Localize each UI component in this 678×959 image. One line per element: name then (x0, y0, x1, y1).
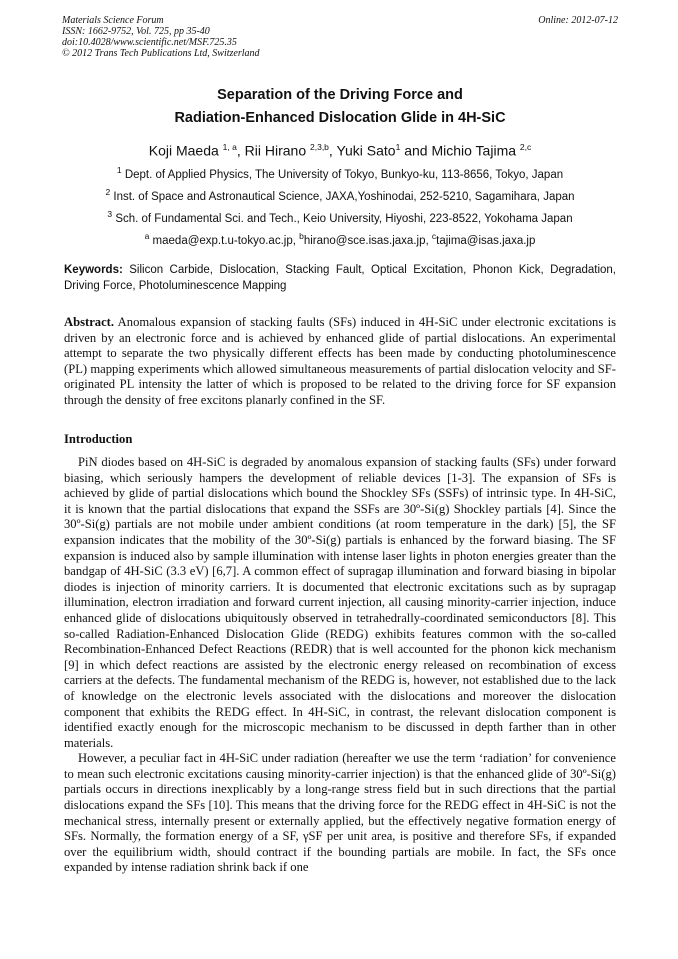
author-name: Michio Tajima (431, 142, 517, 159)
affiliation-text: Sch. of Fundamental Sci. and Tech., Keio University, Hiyoshi, 223-8522, Yokohama Japan (115, 212, 573, 225)
keywords (64, 263, 616, 294)
affiliation-2 (62, 185, 618, 204)
email-c[interactable]: tajima@isas.jaxa.jp (436, 234, 536, 247)
journal-header (62, 15, 618, 59)
affiliation-text: Inst. of Space and Astronautical Science, JAXA,Yoshinodai, 252-5210, Sagamihara, Japan (113, 190, 575, 203)
email-b[interactable]: hirano@sce.isas.jaxa.jp, (303, 234, 429, 247)
paragraph: PiN diodes based on 4H-SiC is degraded by anomalous expansion of stacking faults (SFs) under forward biasing, which seriously hampers the development of reliable devices [1-3]. The expansion of SFs is achieved by glide of partial dislocations which bound the Shockley SFs (SSFs) of intrinsic type. In 4H-SiC, it is known that the partial dislocations that expand the SSFs are 30º-Si(g) Shockley partials [4]. Since the 30º-Si(g) partials are not mobile under ambient conditions (at room temperature in the dark) [5], the SF expansion indicates that the mobility of the 30º-Si(g) partials is enhanced by the forward biasing. The SF expansion is induced also by sample illumination with intense laser lights in photon energies greater than the bandgap of 4H-SiC (3.3 eV) [6,7]. A common effect of supragap illumination and forward biasing in bipolar diodes is injection of minority carriers. It is documented that electronic excitations such as by supragap illumination, electron irradiation and forward current injection, all causing minority-carrier injection, induce enhanced glide of dislocations ubiquitously observed in tetrahedrally-coordinated semiconductors [8]. This so-called Radiation-Enhanced Dislocation Glide (REDG) exhibits features common with the so-called Recombination-Enhanced Defect Reactions (REDR) that is well accounted for the phonon kick mechanism [9] in which defect reactions are assisted by the electronic energy released on recombination of excess carriers at the defects. The fundamental mechanism of the REDG is, however, not established due to the lack of knowledge on the electronic levels associated with the dislocations and moreover the dislocation component that exhibits the REDG effect. In 4H-SiC, in contrast, the relevant dislocation component is identified exactly enough for the microscopic mechanism to be discussed in depth farther than in other materials. (64, 455, 616, 750)
affiliation-mark: 1 (116, 165, 122, 175)
affiliation-mark: 2 (105, 187, 111, 197)
email-a[interactable]: maeda@exp.t.u-tokyo.ac.jp, (152, 234, 296, 247)
author-affiliation-mark: 1 (395, 142, 401, 152)
email-mark: b (299, 231, 304, 241)
journal-name: Materials Science Forum (62, 15, 164, 26)
title-line-1: Separation of the Driving Force and (217, 87, 463, 103)
copyright: © 2012 Trans Tech Publications Ltd, Switzerland (62, 48, 260, 59)
author-affiliation-mark: 2,3,b (310, 142, 329, 152)
author-name: Koji Maeda (148, 142, 219, 159)
affiliation-3 (62, 207, 618, 226)
abstract-label: Abstract. (64, 315, 115, 329)
keywords-text: Silicon Carbide, Dislocation, Stacking Fault, Optical Excitation, Phonon Kick, Degradation, Driving Force, Photoluminescence Mapping (64, 264, 616, 292)
doi[interactable]: doi:10.4028/www.scientific.net/MSF.725.35 (62, 37, 237, 48)
title-line-2: Radiation-Enhanced Dislocation Glide in 4H-SiC (174, 110, 506, 126)
abstract (64, 315, 616, 409)
paper-title (62, 84, 618, 130)
paragraph: However, a peculiar fact in 4H-SiC under radiation (hereafter we use the term ‘radiation’ for convenience to mean such electronic excitations causing minority-carrier injection) is that the enhanced glide of 30º-Si(g) partials occurs in directions inexplicably by a long-range stress field but in such directions that the partial dislocations expand the SFs [10]. This means that the driving force for the REDG effect in 4H-SiC is not the mechanical stress, internally present or externally applied, but the effectively negative formation energy of SFs. Normally, the formation energy of a SF, γSF per unit area, is positive and therefore SFs, if expanded over the equilibrium width, should contract if the bounding partials are mobile. In fact, the SFs once expanded by intense radiation shrink back if one (64, 751, 616, 875)
keywords-label: Keywords: (64, 264, 123, 276)
introduction-body (64, 455, 616, 876)
section-heading-introduction: Introduction (64, 432, 133, 446)
author-name: Yuki Sato (336, 142, 396, 159)
online-date: Online: 2012-07-12 (538, 15, 618, 26)
email-mark: c (431, 231, 437, 241)
abstract-text: Anomalous expansion of stacking faults (SFs) induced in 4H-SiC under electronic excitations is driven by an electronic force and is achieved by enhanced glide of partial dislocations. An experimental attempt to separate the two physically different effects has been made by conducting photoluminescence (PL) mapping experiments which allowed simultaneous measurements of partial dislocation velocity and SF-originated PL intensity the latter of which is proposed to be related to the driving force for SF expansion through the density of free excitons planarly confined in the SF. (64, 315, 616, 407)
author-affiliation-mark: 2,c (519, 142, 532, 152)
affiliation-mark: 3 (107, 209, 113, 219)
author-list: Koji Maeda $^{1, a}$, Rii Hirano $^{2,3,b}$, Yuki Sato$^1$ and Michio Tajima $^{2,c}$ (148, 142, 532, 159)
author-name: Rii Hirano (244, 142, 307, 159)
affiliation-1 (62, 163, 618, 182)
email-line (62, 229, 618, 248)
author-affiliation-mark: 1, a (222, 142, 237, 152)
issn: ISSN: 1662-9752, Vol. 725, pp 35-40 (62, 26, 210, 37)
email-mark: a (144, 231, 150, 241)
affiliation-text: Dept. of Applied Physics, The University of Tokyo, Bunkyo-ku, 113-8656, Tokyo, Japan (124, 168, 564, 181)
